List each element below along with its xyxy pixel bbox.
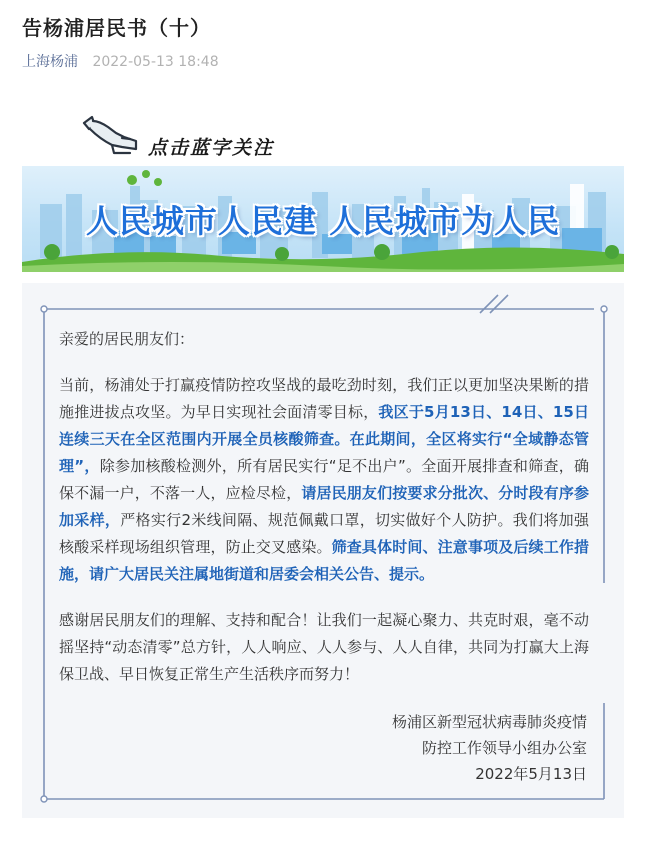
highlight-text: 筛查具体时间、注意事项及后续工作措施，请广大居民关注属地街道和居委会相关公告、提示。 <box>59 538 589 583</box>
highlight-text: 请居民朋友们按要求分批次、分时段有序参加采样， <box>59 484 589 529</box>
signature-date: 2022年5月13日 <box>475 765 587 783</box>
highlight-text: 我区于5月13日、14日、15日连续三天在全区范围内开展全员核酸筛查。在此期间，全区将实行“全域静态管理”， <box>59 403 589 475</box>
letter-paragraph-2: 感谢居民朋友们的理解、支持和配合！让我们一起凝心聚力、共克时艰，毫不动摇坚持“动态清零”总方针，人人响应、人人参与、人人自律，共同为打赢大上海保卫战、早日恢复正常生产生活秩序而努力！ <box>59 611 589 683</box>
signature-office: 防控工作领导小组办公室 <box>421 739 587 757</box>
letter-card <box>22 283 624 818</box>
paragraph-text: 除参加核酸检测外，所有居民实行“足不出户”。全面开展排查和筛查，确保不漏一户，不落一人，应检尽检， <box>59 457 590 502</box>
article-meta <box>22 51 219 71</box>
author-link[interactable]: 上海杨浦 <box>22 54 78 70</box>
follow-prompt[interactable]: 点击蓝字关注 <box>148 137 275 159</box>
paragraph-text: 当前，杨浦处于打赢疫情防控攻坚战的最吃劲时刻，我们正以更加坚决果断的措施推进拔点攻坚。为早日实现社会面清零目标， <box>59 376 589 421</box>
publish-date: 2022-05-13 18:48 <box>92 54 219 70</box>
banner-image <box>22 166 624 272</box>
hand-pointer-icon <box>78 113 140 155</box>
paragraph-text: 严格实行2米线间隔、规范佩戴口罩，切实做好个人防护。我们将加强核酸采样现场组织管理，防止交叉感染。 <box>59 511 589 556</box>
signature-org: 杨浦区新型冠状病毒肺炎疫情 <box>391 713 587 731</box>
letter-paragraph-1 <box>59 372 589 588</box>
letter-signature <box>392 709 587 787</box>
letter-body <box>59 326 589 707</box>
banner-slogan: 人民城市人民建 人民城市为人民 <box>85 202 561 240</box>
article-title: 告杨浦居民书（十） <box>22 16 211 40</box>
letter-greeting: 亲爱的居民朋友们： <box>59 330 195 348</box>
